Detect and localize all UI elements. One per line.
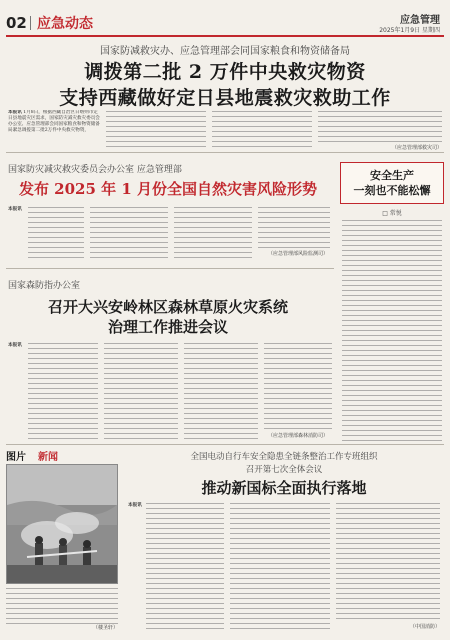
sidebar-title-1: 安全生产 [370,169,414,182]
article1-lead-label: 本报讯 [8,110,22,115]
photo-label-left: 图片 [6,452,26,463]
article3-lead-label: 本报讯 [8,343,22,348]
article1-byline: （应急管理部救灾司） [391,145,442,151]
article-forest-fire-meeting [0,270,336,442]
section-divider [30,16,31,30]
article-earthquake-relief [0,38,450,151]
photo-news [6,448,118,634]
article2-byline: （应急管理部风险监测司） [267,251,328,257]
article4-lead-label: 本报讯 [128,503,142,508]
article-ebike-safety [124,448,444,634]
article1-lead-text: 1月8日，根据西藏自治区日喀则市定日县地震灾区需求，国家防灾减灾救灾委员会办公室、应急管理部会同国家粮食和物资储备局紧急调拨第二批2万件中央救灾物资， [8,110,100,133]
article4-body-col2 [230,503,330,629]
article1-kicker: 国家防减救灾办、应急管理部会同国家粮食和物资储备局 [100,46,350,57]
sidebar-title-2: 一刻也不能松懈 [353,184,431,197]
article4-byline: （中国消防） [409,624,440,630]
article2-lead-label: 本报讯 [8,207,22,212]
article1-lead [8,110,100,152]
article3-headline-1: 召开大兴安岭林区森林草原火灾系统 [47,298,288,316]
article-disaster-risk [0,154,336,264]
article4-body-col3 [336,503,440,621]
news-photo [6,464,118,584]
article2-body-col2 [90,207,168,259]
masthead-rule [6,35,444,37]
article2-body-col3 [174,207,252,259]
article2-kicker: 国家防灾减灾救灾委员会办公室 应急管理部 [8,165,182,175]
article3-kicker: 国家森防指办公室 [8,281,81,291]
paper-name: 应急管理 [400,15,440,26]
section-divider-2 [6,268,334,269]
firefighter-photo [7,465,118,584]
article4-body-col1 [146,503,224,629]
photo-caption [6,588,118,624]
article4-headline: 推动新国标全面执行落地 [201,479,367,497]
article3-body-col4 [264,343,332,431]
article4-kicker-1: 全国电动自行车安全隐患全链条整治工作专班组织 [190,452,378,462]
article3-body-col2 [104,343,178,439]
photo-credit: （楼圣轩） [92,625,118,631]
article1-headline-1: 调拨第二批 2 万件中央救灾物资 [84,61,366,83]
article2-body-col1 [28,207,84,259]
section-title: 应急动态 [37,16,93,32]
article3-body-col3 [184,343,258,439]
article2-body-col4 [258,207,330,249]
section-divider-1 [6,152,444,153]
article4-kicker-2: 召开第七次全体会议 [245,465,323,475]
article2-headline: 发布 2025 年 1 月份全国自然灾害风险形势 [18,180,318,198]
page-number: 02 [6,14,27,32]
sidebar-body [342,220,442,442]
sidebar-commentary [340,162,444,442]
article3-body-col1 [28,343,98,439]
section-divider-3 [6,444,444,445]
article3-headline-2: 治理工作推进会议 [107,318,228,336]
sidebar-author: □ 常悦 [382,210,402,217]
article3-byline: （应急管理部森林消防司） [267,433,328,439]
article1-headline-2: 支持西藏做好定日县地震救灾救助工作 [59,87,391,109]
article1-body-col4 [318,111,442,143]
photo-label-right: 新闻 [38,452,58,463]
masthead [0,0,450,40]
article1-body-col2 [106,111,206,151]
article1-body-col3 [212,111,312,151]
photo-news-label [6,448,118,462]
issue-date: 2025年1月9日 星期四 [379,27,440,34]
